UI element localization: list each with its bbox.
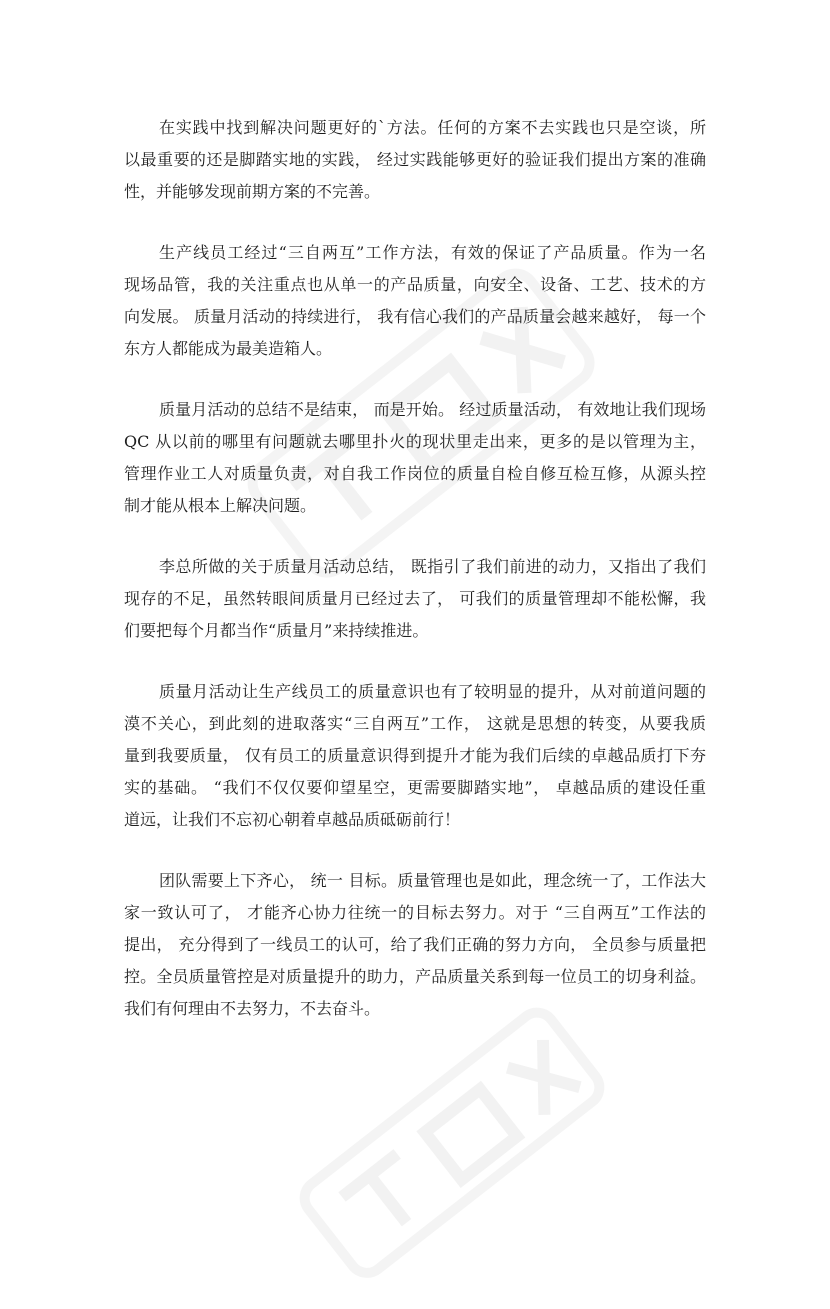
- text-line: 们要把每个月都当作“质量月”来持续推进。: [124, 621, 429, 640]
- text-line: 我们有何理由不去努力，不去奋斗。: [124, 999, 381, 1018]
- text-line: 现场品管，我的关注重点也从单一的产品质量，向安全、设备、工艺、技术的方: [124, 275, 706, 294]
- text-line: 控。全员质量管控是对质量提升的助力，产品质量关系到每一位员工的切身利益。: [124, 967, 706, 986]
- text-line: 向发展。 质量月活动的持续进行， 我有信心我们的产品质量会越来越好， 每一个: [124, 307, 706, 326]
- text-line: 管理作业工人对质量负责，对自我工作岗位的质量自检自修互检互修，从源头控: [124, 464, 706, 483]
- paragraph-2: [124, 237, 706, 365]
- paragraph-5: [124, 676, 706, 836]
- text-line: 实的基础。 “我们不仅仅要仰望星空，更需要脚踏实地”， 卓越品质的建设任重: [124, 778, 706, 797]
- paragraph-1: [124, 112, 706, 208]
- text-line: 以最重要的还是脚踏实地的实践， 经过实践能够更好的验证我们提出方案的准确: [124, 150, 706, 169]
- text-line: 生产线员工经过“三自两互”工作方法，有效的保证了产品质量。作为一名: [159, 243, 706, 262]
- text-line: 质量月活动的总结不是结束， 而是开始。 经过质量活动， 有效地让我们现场: [159, 400, 706, 419]
- text-line: 李总所做的关于质量月活动总结， 既指引了我们前进的动力，又指出了我们: [159, 557, 706, 576]
- text-line: 质量月活动让生产线员工的质量意识也有了较明显的提升，从对前道问题的: [159, 682, 706, 701]
- text-line: 团队需要上下齐心， 统一 目标。质量管理也是如此，理念统一了，工作法大: [159, 871, 706, 890]
- paragraph-6: [124, 865, 706, 1025]
- text-line: 东方人都能成为最美造箱人。: [124, 339, 333, 358]
- text-line: 现存的不足，虽然转眼间质量月已经过去了， 可我们的质量管理却不能松懈，我: [124, 589, 706, 608]
- text-line: 提出， 充分得到了一线员工的认可，给了我们正确的努力方向， 全员参与质量把: [124, 935, 706, 954]
- text-line: 量到我要质量， 仅有员工的质量意识得到提升才能为我们后续的卓越品质打下夯: [124, 746, 706, 765]
- text-line: QC 从以前的哪里有问题就去哪里扑火的现状里走出来，更多的是以管理为主，: [124, 432, 706, 451]
- text-line: 制才能从根本上解决问题。: [124, 496, 317, 515]
- text-line: 道远，让我们不忘初心朝着卓越品质砥砺前行！: [124, 810, 461, 829]
- text-line: 性，并能够发现前期方案的不完善。: [124, 182, 381, 201]
- document-body: [124, 112, 706, 1054]
- paragraph-3: [124, 394, 706, 522]
- paragraph-4: [124, 551, 706, 647]
- text-line: 在实践中找到解决问题更好的`方法。任何的方案不去实践也只是空谈，所: [159, 118, 706, 137]
- text-line: 漠不关心，到此刻的进取落实“三自两互”工作， 这就是思想的转变，从要我质: [124, 714, 706, 733]
- text-line: 家一致认可了， 才能齐心协力往统一的目标去努力。对于 “三自两互”工作法的: [124, 903, 706, 922]
